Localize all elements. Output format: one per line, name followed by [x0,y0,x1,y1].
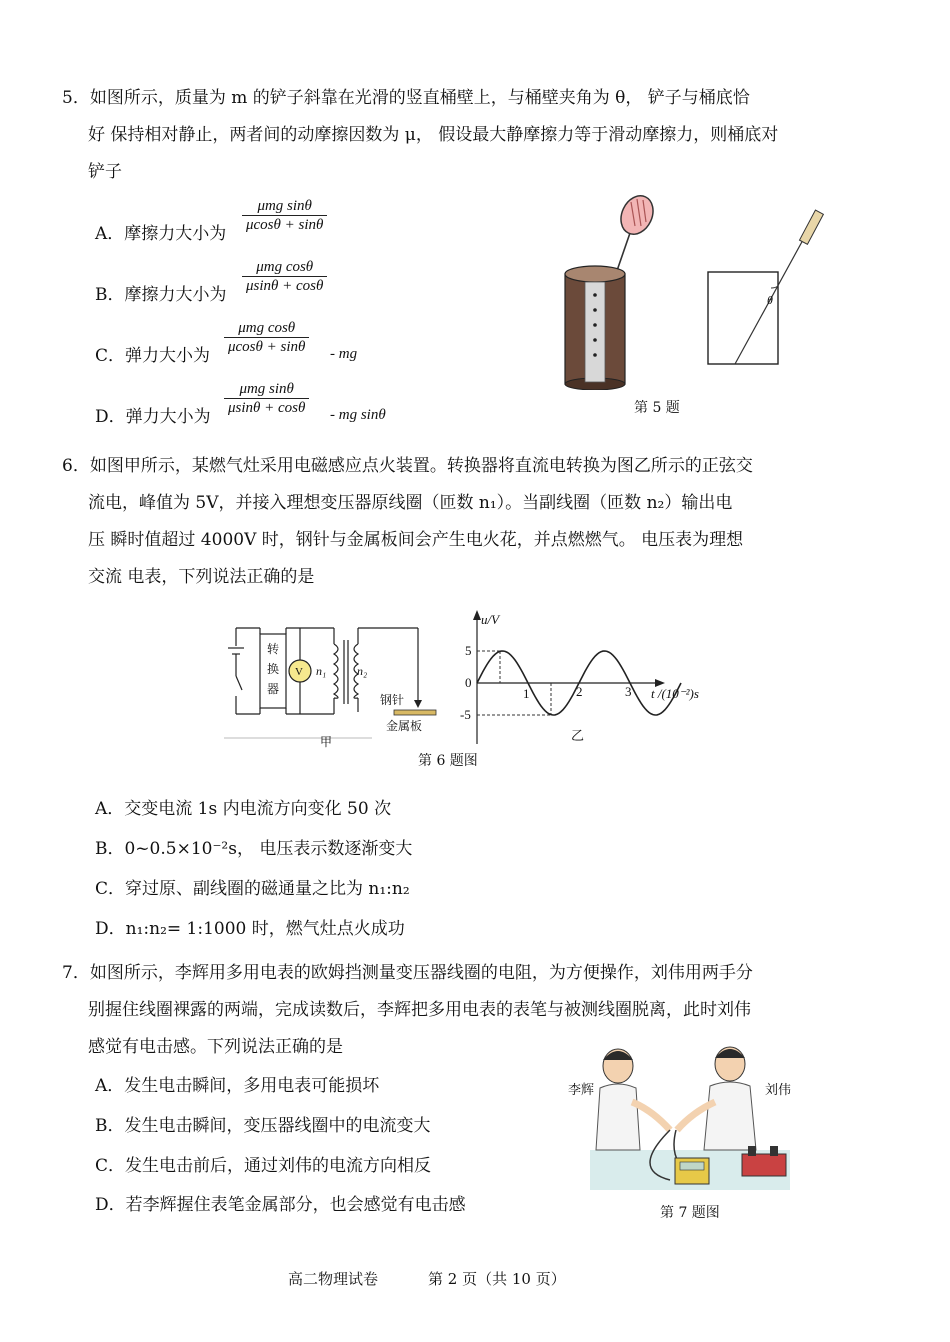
q7-option-d: D．若李辉握住表笔金属部分，也会感觉有电击感 [95,1195,466,1215]
q5-option-c-suffix: - mg [330,346,358,362]
q5-figure [555,190,845,390]
boy-right-icon [677,1047,756,1150]
q6-stem-line-4: 交流 电表，下列说法正确的是 [88,567,315,587]
bucket-schematic [708,210,823,364]
q7-option-b: B．发生电击瞬间，变压器线圈中的电流变大 [95,1116,431,1136]
person-right-label: 刘伟 [765,1082,792,1097]
footer-subject: 高二物理试卷 [288,1270,379,1288]
q5-option-d-numerator: μmg sinθ [224,380,309,399]
q5-option-a-denominator: μcosθ + sinθ [246,217,324,233]
boy-left-icon [596,1049,670,1150]
q5-stem-line-1: 5．如图所示，质量为 m 的铲子斜靠在光滑的竖直桶壁上，与桶壁夹角为 θ， 铲子与桶底恰 [62,88,750,108]
graph-xlabel: t /(10⁻²)s [651,686,699,701]
q5-theta-label: θ [767,293,773,307]
graph-ytick-0: 0 [465,675,472,690]
q5-option-c-fraction [224,319,309,356]
graph-ytick-neg5: -5 [460,707,471,722]
q6-stem-line-1: 6．如图甲所示，某燃气灶采用电磁感应点火装置。转换器将直流电转换为图乙所示的正弦交 [62,456,753,476]
q6-option-b: B．0~0.5×10⁻²s， 电压表示数逐渐变大 [95,839,413,859]
circuit-label-jia: 甲 [320,735,333,749]
q5-option-c-numerator: μmg cosθ [224,319,309,338]
voltmeter-label: V [295,666,303,678]
q5-option-a-numerator: μmg sinθ [242,197,327,216]
q7-stem-line-2: 别握住线圈裸露的两端，完成读数后，李辉把多用电表的表笔与被测线圈脱离，此时刘伟 [88,1000,751,1020]
q5-option-a-fraction [242,197,327,234]
q5-option-d-denominator: μsinθ + cosθ [228,400,306,416]
graph-xtick-2: 2 [576,684,583,699]
q5-option-b-numerator: μmg cosθ [242,258,327,277]
q7-option-c: C．发生电击前后，通过刘伟的电流方向相反 [95,1156,432,1176]
q6-option-c: C．穿过原、副线圈的磁通量之比为 n₁:n₂ [95,879,410,899]
q7-stem-line-3: 感觉有电击感。下列说法正确的是 [88,1037,343,1057]
q5-option-d-prefix: D．弹力大小为 [95,407,211,427]
bucket-icon [565,266,625,390]
n2-label: n₂ [357,664,368,678]
footer-page-number: 第 2 页（共 10 页） [428,1270,566,1288]
q5-option-b-denominator: μsinθ + cosθ [246,278,324,294]
converter-char-3: 器 [267,682,280,696]
graph-ytick-5: 5 [465,643,472,658]
q5-option-d-fraction [224,380,309,417]
q6-graph-figure [455,608,715,748]
q7-option-a: A．发生电击瞬间，多用电表可能损坏 [95,1076,380,1096]
q5-caption: 第 5 题 [634,400,680,416]
converter-char-2: 换 [267,662,280,676]
q5-option-c-denominator: μcosθ + sinθ [228,339,306,355]
graph-ylabel: u/V [481,612,500,627]
q6-circuit-figure [222,620,452,750]
n1-label: n₁ [316,664,327,678]
needle-label: 钢针 [380,693,405,707]
graph-xtick-1: 1 [523,686,530,701]
spatula-head-icon [615,191,659,240]
q5-stem-line-2: 好 保持相对静止，两者间的动摩擦因数为 μ， 假设最大静摩擦力等于滑动摩擦力，则桶底对 [88,125,779,145]
q6-option-a: A．交变电流 1s 内电流方向变化 50 次 [95,799,392,819]
converter-char-1: 转 [267,642,280,656]
person-left-label: 李辉 [568,1082,595,1097]
q7-stem-line-1: 7．如图所示，李辉用多用电表的欧姆挡测量变压器线圈的电阻，为方便操作，刘伟用两手分 [62,963,753,983]
q5-option-b-fraction [242,258,327,295]
q6-caption: 第 6 题图 [418,753,478,769]
q6-stem-line-3: 压 瞬时值超过 4000V 时，钢针与金属板间会产生电火花，并点燃燃气。 电压表为理想 [88,530,744,550]
graph-xtick-3: 3 [625,684,632,699]
q7-illustration [560,1040,810,1195]
q5-option-c-prefix: C．弹力大小为 [95,346,211,366]
q6-stem-line-2: 流电，峰值为 5V，并接入理想变压器原线圈（匝数 n₁）。当副线圈（匝数 n₂）输出电 [88,493,733,513]
q5-option-b-prefix: B．摩擦力大小为 [95,285,227,305]
q7-caption: 第 7 题图 [660,1205,720,1221]
q6-option-d: D．n₁:n₂= 1:1000 时，燃气灶点火成功 [95,919,405,939]
q5-option-d-suffix: - mg sinθ [330,407,386,423]
graph-label-yi: 乙 [571,728,585,743]
q5-option-a-prefix: A．摩擦力大小为 [95,224,227,244]
plate-label: 金属板 [386,719,423,733]
q5-stem-line-3: 铲子 [88,162,122,182]
